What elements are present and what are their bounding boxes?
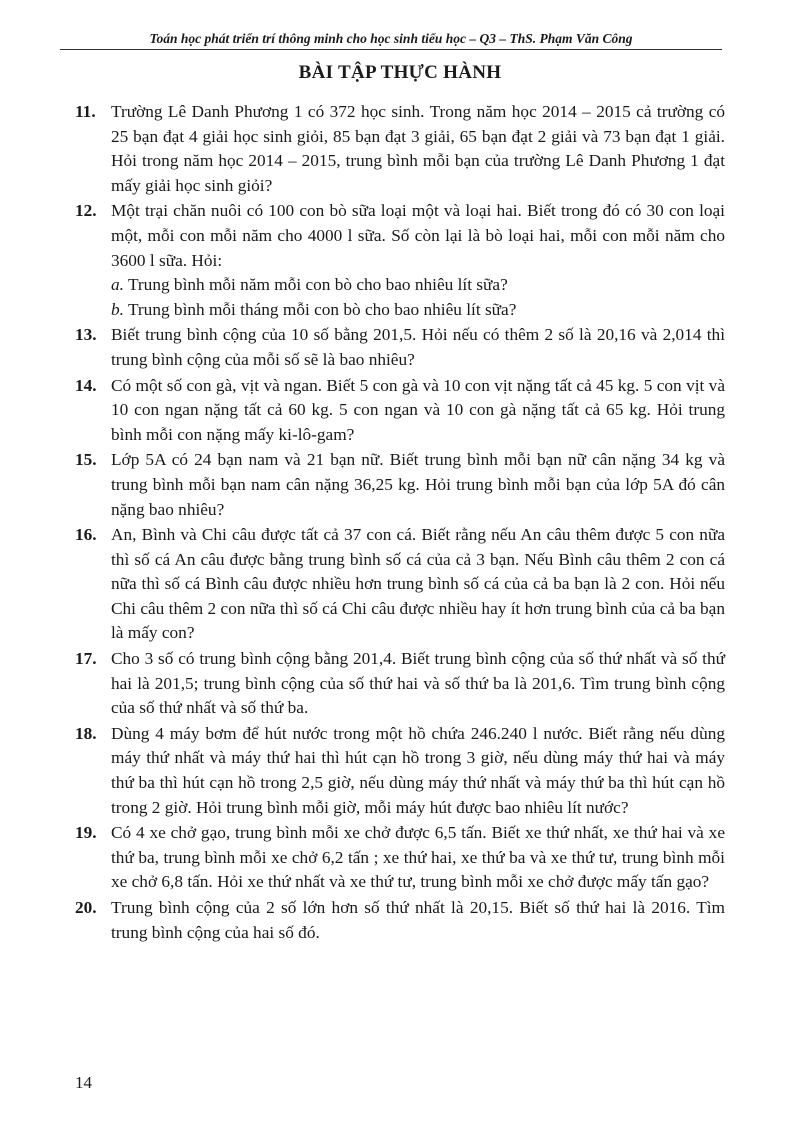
exercise-text: Một trại chăn nuôi có 100 con bò sữa loại một và loại hai. Biết trong đó có 30 con loại một, mỗi con mỗi năm cho 4000 l sữa. Số còn lại là bò loại hai, mỗi con mỗi năm cho 3600 l sữa. Hỏi: — [111, 201, 725, 270]
exercise-number: 20. — [75, 898, 97, 917]
exercise-number: 15. — [75, 450, 97, 470]
exercise-text: Có một số con gà, vịt và ngan. Biết 5 con gà và 10 con vịt nặng tất cả 45 kg. 5 con vịt và 10 con ngan nặng tất cả 60 kg. 5 con ngan và 10 con gà nặng tất cả 65 kg. Hỏi trung bình mỗi con nặng mấy ki-lô-gam? — [111, 375, 725, 444]
exercise-15 — [75, 448, 725, 522]
exercise-text: Có 4 xe chở gạo, trung bình mỗi xe chở được 6,5 tấn. Biết xe thứ nhất, xe thứ hai và xe thứ ba, trung bình mỗi xe chở 6,2 tấn ; xe thứ hai, xe thứ ba và xe thứ tư, trung bình mỗi xe chở 6,8 tấn. Hỏi xe thứ nhất và xe thứ tư, trung bình mỗi xe chở được mấy tấn gạo? — [111, 823, 725, 892]
sub-question-b — [111, 298, 725, 323]
exercise-number: 18. — [75, 723, 97, 743]
exercise-list — [75, 100, 725, 946]
exercise-number: 13. — [75, 325, 97, 345]
exercise-11 — [75, 100, 725, 198]
exercise-text: Trung bình cộng của 2 số lớn hơn số thứ nhất là 20,15. Biết số thứ hai là 2016. Tìm trung bình cộng của hai số đó. — [111, 898, 725, 942]
exercise-12 — [75, 199, 725, 322]
exercise-text: An, Bình và Chi câu được tất cả 37 con cá. Biết rằng nếu An câu thêm được 5 con nữa thì số cá An câu được bằng trung bình số cá của cả 3 bạn. Nếu Bình câu thêm 2 con cá nữa thì số cá Bình câu được nhiều hơn trung bình số cá của cả ba bạn là 2 con. Hỏi nếu Chi câu thêm 2 con nữa thì số cá Chi câu được nhiều hay ít hơn trung bình của cả ba bạn là mấy con? — [111, 525, 725, 643]
exercise-16 — [75, 523, 725, 646]
sub-question-label: b. — [111, 299, 124, 319]
exercise-text: Dùng 4 máy bơm để hút nước trong một hồ chứa 246.240 l nước. Biết rằng nếu dùng máy thứ nhất và máy thứ hai thì hút cạn hồ trong 3 giờ, nếu dùng máy thứ hai và máy thứ ba thì hút cạn hồ trong 2,5 giờ, nếu dùng máy thứ nhất và máy thứ ba thì hút cạn hồ trong 2 giờ. Hỏi trung bình mỗi giờ, mỗi máy hút được bao nhiêu lít nước? — [111, 723, 725, 817]
exercise-17 — [75, 647, 725, 721]
sub-question-text: Trung bình mỗi năm mỗi con bò cho bao nhiêu lít sữa? — [127, 275, 508, 295]
exercise-text: Trường Lê Danh Phương 1 có 372 học sinh. Trong năm học 2014 – 2015 cả trường có 25 bạn đạt 4 giải học sinh giỏi, 85 bạn đạt 3 giải, 65 bạn đạt 2 giải và 73 bạn đạt 1 giải. Hỏi trong năm học 2014 – 2015, trung bình mỗi bạn của trường Lê Danh Phương 1 đạt mấy giải học sinh giỏi? — [111, 102, 725, 195]
running-header: Toán học phát triển trí thông minh cho học sinh tiểu học – Q3 – ThS. Phạm Văn Công — [60, 30, 722, 50]
sub-question-text: Trung bình mỗi tháng mỗi con bò cho bao nhiêu lít sữa? — [127, 299, 517, 319]
sub-question-label: a. — [111, 275, 124, 295]
exercise-19 — [75, 821, 725, 895]
sub-question-a — [111, 273, 725, 298]
exercise-text: Lớp 5A có 24 bạn nam và 21 bạn nữ. Biết trung bình mỗi bạn nữ cân nặng 34 kg và trung bình mỗi bạn nam cân nặng 36,25 kg. Hỏi trung bình mỗi bạn của lớp 5A đó cân nặng bao nhiêu? — [111, 450, 725, 519]
exercise-number: 11. — [75, 102, 96, 121]
exercise-20 — [75, 896, 725, 945]
exercise-number: 19. — [75, 823, 97, 843]
exercise-13 — [75, 323, 725, 372]
exercise-number: 14. — [75, 375, 97, 395]
exercise-text: Biết trung bình cộng của 10 số bằng 201,5. Hỏi nếu có thêm 2 số là 20,16 và 2,014 thì trung bình cộng của mỗi số sẽ là bao nhiêu? — [111, 325, 725, 369]
page-title: BÀI TẬP THỰC HÀNH — [298, 62, 502, 83]
exercise-text: Cho 3 số có trung bình cộng bằng 201,4. Biết trung bình cộng của số thứ nhất và số thứ hai là 201,5; trung bình cộng của số thứ hai và số thứ ba là 201,6. Tìm trung bình cộng của số thứ nhất và số thứ ba. — [111, 649, 725, 718]
exercise-18 — [75, 722, 725, 820]
exercise-number: 17. — [75, 649, 97, 669]
exercise-number: 12. — [75, 201, 97, 221]
page-number: 14 — [75, 1073, 92, 1092]
exercise-number: 16. — [75, 525, 97, 545]
exercise-14 — [75, 374, 725, 448]
